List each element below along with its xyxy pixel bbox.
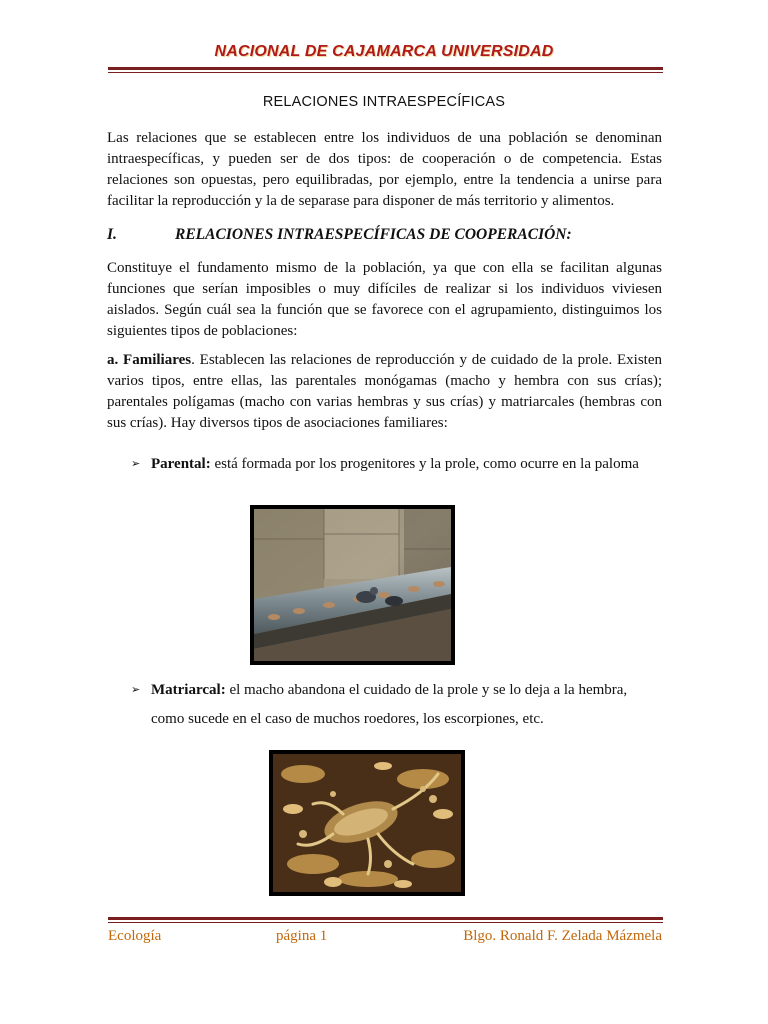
footer-rule-thin [108,922,663,923]
section-intro-paragraph: Constituye el fundamento mismo de la población, ya que con ella se facilitan algunas funciones que serían imposibles o muy difíciles de realizar si los individuos viviesen aislados. Según cuál sea la función que se favorece con el agrupamiento, distinguimos los siguientes tipos de poblaciones: [107,260,662,339]
arrow-bullet-icon: ➢ [131,683,141,696]
section-number: I. [107,226,117,243]
familiares-paragraph [107,350,662,434]
header-rule-thin [108,72,663,73]
bullet-matriarcal-text-continued: como sucede en el caso de muchos roedores, los escorpiones, etc. [151,711,544,727]
footer-page-number: página 1 [276,928,328,944]
footer-author: Blgo. Ronald F. Zelada Mázmela [463,928,662,944]
document-title: RELACIONES INTRAESPECÍFICAS [262,94,506,110]
bullet-parental [131,449,663,479]
footer-rule [108,917,663,920]
bullet-matriarcal-text: el macho abandona el cuidado de la prole y se lo deja a la hembra, [225,682,628,698]
bullet-parental-label: Parental: [151,456,211,472]
arrow-bullet-icon: ➢ [131,457,141,470]
section-heading-text: RELACIONES INTRAESPECÍFICAS DE COOPERACIÓN: [175,226,572,243]
bullet-matriarcal-label: Matriarcal: [151,682,226,698]
header-title: NACIONAL DE CAJAMARCA UNIVERSIDAD [214,43,554,60]
familiares-text: . Establecen las relaciones de reproducción y de cuidado de la prole. Existen varios tipos, entre ellas, las parentales monógamas (macho y hembra con sus crías); parentales polígamas (macho con varias hembras y sus crías) y matriarcales (hembras con sus crías). Hay diversos tipos de asociaciones familiares: [107,352,662,431]
footer-course: Ecología [108,928,162,944]
familiares-label: a. Familiares [107,352,192,368]
bullet-parental-text: está formada por los progenitores y la prole, como ocurre en la paloma [210,456,639,472]
bullet-matriarcal [131,675,663,734]
scorpion-photo-illustration [273,754,461,892]
section-heading [107,226,662,244]
scorpion-photo [269,750,465,896]
header-rule [108,67,663,70]
intro-paragraph: Las relaciones que se establecen entre los individuos de una población se denominan intraespecíficas, y pueden ser de dos tipos: de cooperación o de competencia. Estas relaciones son opuestas, pero equilibradas, por ejemplo, entre la tendencia a unirse para facilitar la reproducción y la de separase para disponer de más territorio y alimentos. [107,130,662,209]
pigeon-photo [250,505,455,665]
pigeon-photo-illustration [254,509,451,661]
